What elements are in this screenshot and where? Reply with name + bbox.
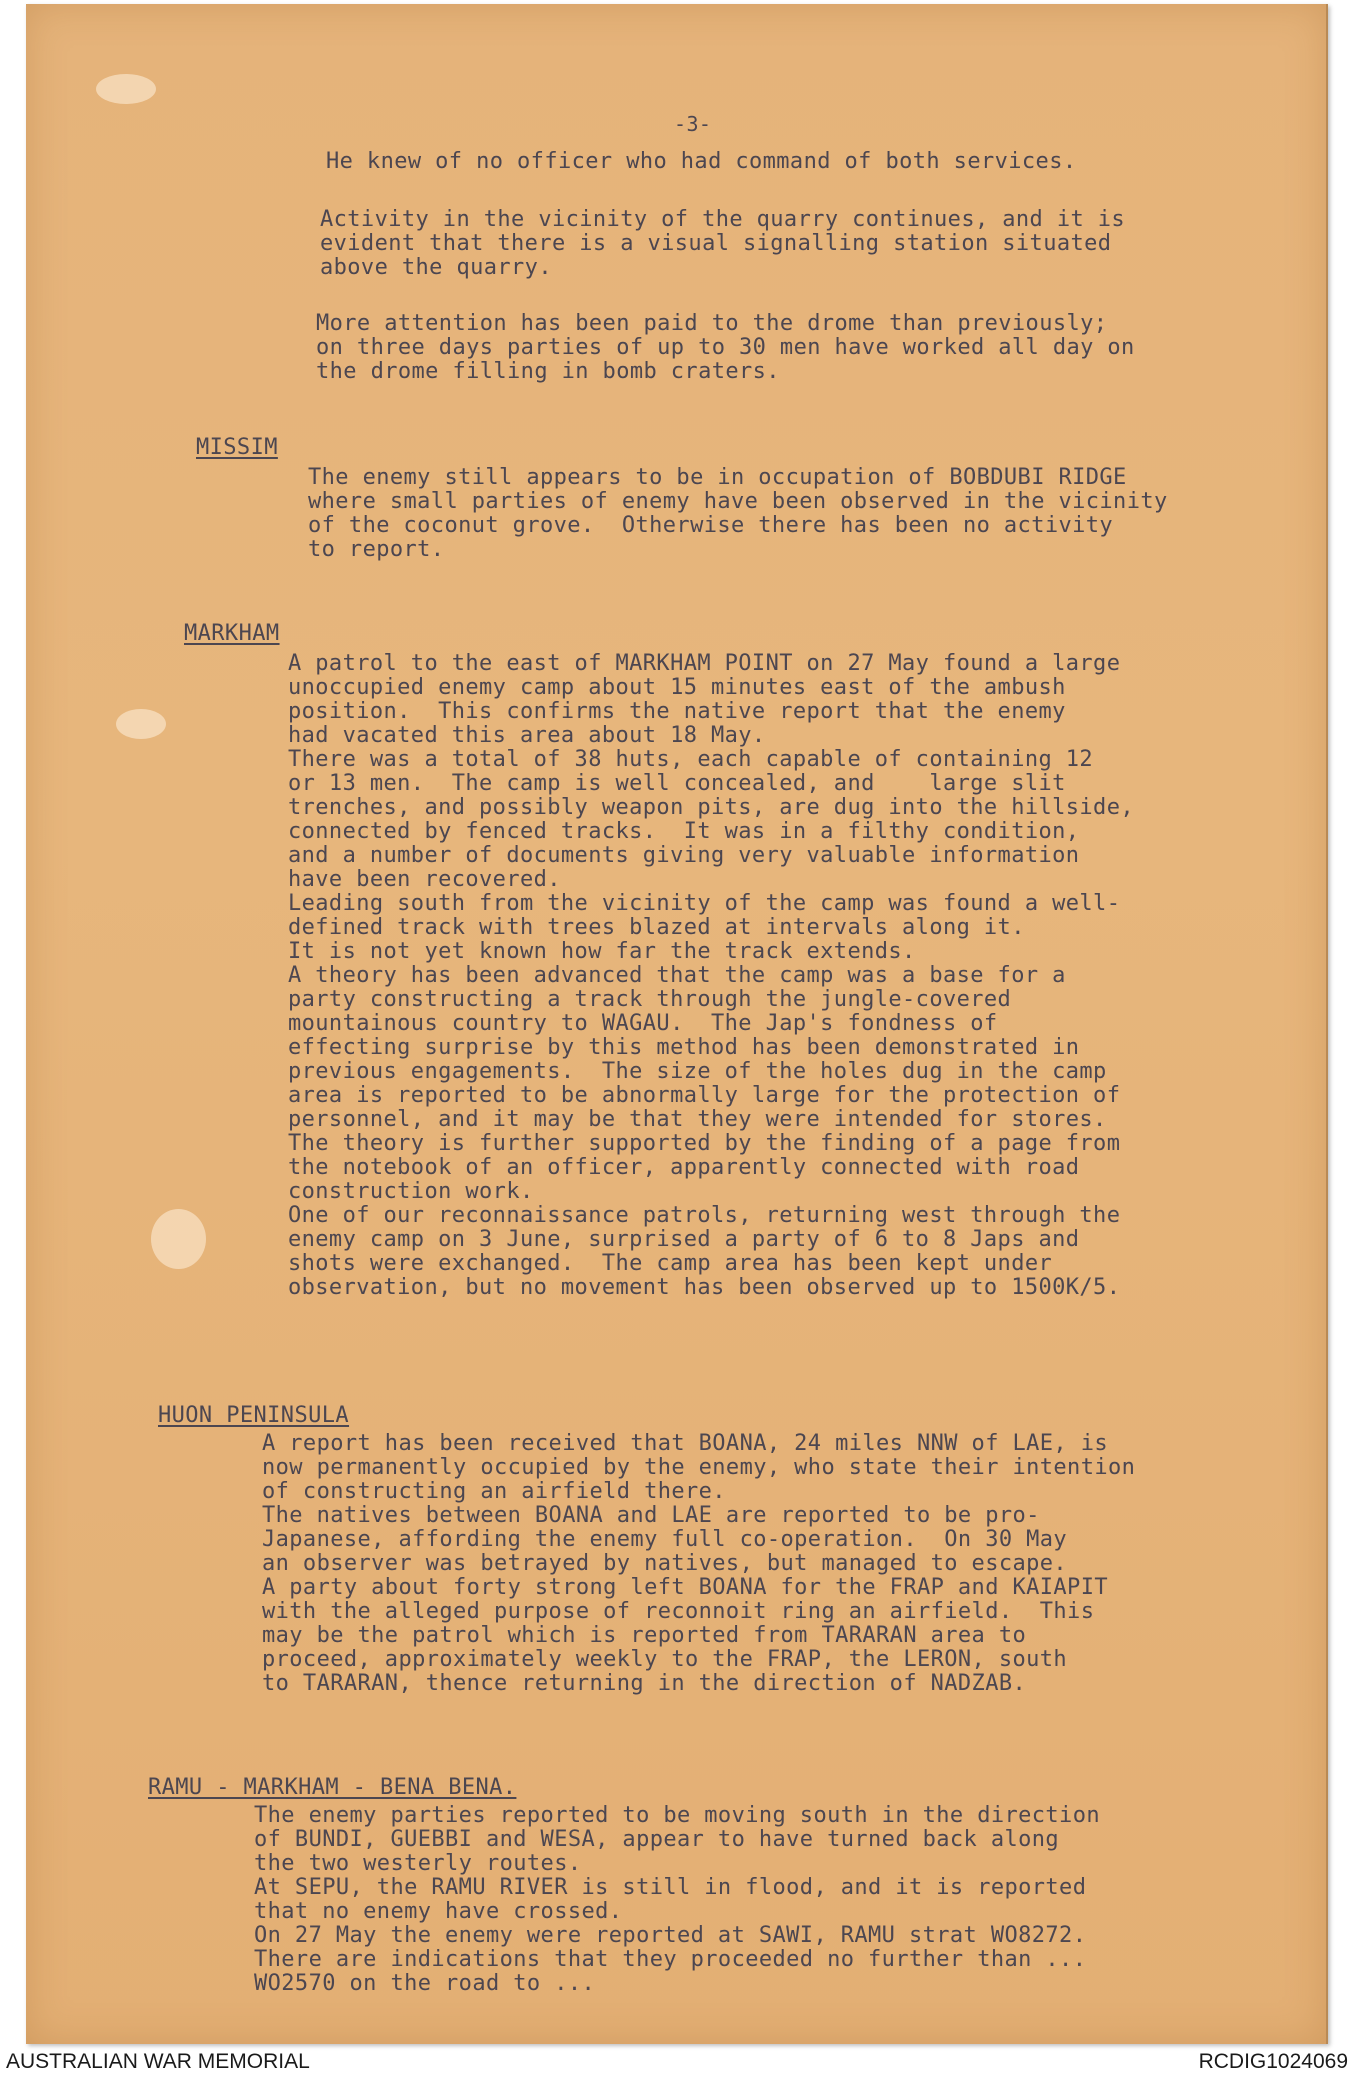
paper-stain: [151, 1209, 206, 1269]
footer-item-id: RCDIG1024069: [1198, 2050, 1348, 2073]
document-page: [26, 4, 1328, 2044]
section-text-missim: The enemy still appears to be in occupation of BOBDUBI RIDGE where small parties of enemy have been observed in the vicinity of the coconut grove. Otherwise there has been no activity to report.: [308, 465, 1168, 562]
section-text-huon-peninsula: A report has been received that BOANA, 24 miles NNW of LAE, is now permanently occupied by the enemy, who state their intention of constructing an airfield there. The natives between BOANA and LAE are reported to be pro- Japanese, affording the enemy full co-operation. On 30 May an observer was betrayed by natives, but managed to escape. A party about forty strong left BOANA for the FRAP and KAIAPIT with the alleged purpose of reconnoit ring an airfield. This may be the patrol which is reported from TARARAN area to proceed, approximately weekly to the FRAP, the LERON, south to TARARAN, thence returning in the direction of NADZAB.: [262, 1431, 1136, 1696]
section-heading-markham: MARKHAM: [184, 621, 280, 646]
section-heading-huon-peninsula: HUON PENINSULA: [158, 1403, 350, 1428]
intro-paragraph-3: More attention has been paid to the drome than previously; on three days parties of up to 30 men have worked all day on the drome filling in bomb craters.: [316, 311, 1135, 384]
page-number: -3-: [674, 112, 712, 136]
section-text-markham: A patrol to the east of MARKHAM POINT on 27 May found a large unoccupied enemy camp about 15 minutes east of the ambush position. This confirms the native report that the enemy had vacated this area about 18 May. There was a total of 38 huts, each capable of containing 12 or 13 men. The camp is well concealed, and large slit trenches, and possibly weapon pits, are dug into the hillside, connected by fenced tracks. It was in a filthy condition, and a number of documents giving very valuable information have been recovered. Leading south from the vicinity of the camp was found a well- defined track with trees blazed at intervals along it. It is not yet known how far the track extends. A theory has been advanced that the camp was a base for a party constructing a track through the jungle-covered mountainous country to WAGAU. The Jap's fondness of effecting surprise by this method has been demonstrated in previous engagements. The size of the holes dug in the camp area is reported to be abnormally large for the protection of personnel, and it may be that they were intended for stores. The theory is further supported by the finding of a page from the notebook of an officer, apparently connected with road construction work. One of our reconnaissance patrols, returning west through the enemy camp on 3 June, surprised a party of 6 to 8 Japs and shots were exchanged. The camp area has been kept under observation, but no movement has been observed up to 1500K/5.: [288, 651, 1134, 1300]
section-heading-ramu-markham-bena-bena: RAMU - MARKHAM - BENA BENA.: [148, 1775, 517, 1800]
footer-source-label: AUSTRALIAN WAR MEMORIAL: [6, 2050, 310, 2073]
paper-stain: [116, 709, 166, 739]
intro-paragraph-1: He knew of no officer who had command of both services.: [326, 149, 1077, 174]
section-heading-missim: MISSIM: [196, 435, 278, 460]
intro-paragraph-2: Activity in the vicinity of the quarry continues, and it is evident that there is a visual signalling station situated above the quarry.: [320, 207, 1126, 280]
section-text-ramu-markham-bena-bena: The enemy parties reported to be moving south in the direction of BUNDI, GUEBBI and WESA, appear to have turned back along the two westerly routes. At SEPU, the RAMU RIVER is still in flood, and it is reported that no enemy have crossed. On 27 May the enemy were reported at SAWI, RAMU strat WO8272. There are indications that they proceeded no further than ... WO2570 on the road to ...: [254, 1803, 1100, 1996]
paper-stain: [96, 74, 156, 104]
